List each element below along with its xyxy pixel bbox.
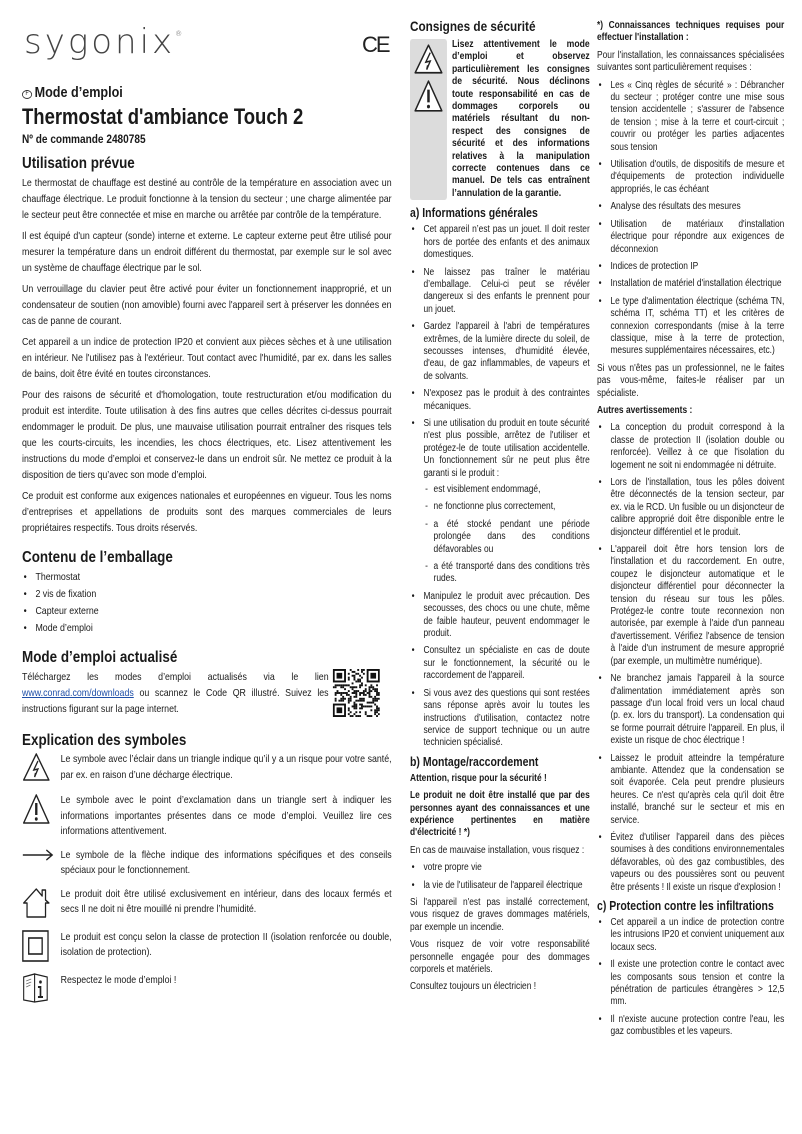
list-item: • Manipulez le produit avec précaution. Des secousses, des chocs ou une chute, même de faible hauteur, peuvent endommager le produit. [410, 591, 590, 641]
download-link[interactable]: www.conrad.com/downloads [22, 687, 134, 699]
qr-module [370, 702, 372, 704]
list-item: • Il existe une protection contre le contact avec les composants sous tension et contre la pénétration de particules étrangères > 12,5 mm. [597, 959, 784, 1009]
qr-module [361, 671, 363, 673]
qr-module [346, 694, 348, 696]
qr-module [348, 679, 350, 681]
qr-module [363, 694, 365, 696]
list-item: • Installation de matériel d'installation électrique [597, 278, 784, 290]
qr-module [357, 673, 359, 675]
qr-module [353, 702, 355, 704]
section-heading: Consignes de sécurité [410, 18, 536, 34]
paragraph: Pour l'installation, les connaissances spécialisées suivantes sont particulièrement requises : [597, 49, 785, 74]
qr-module [338, 692, 340, 694]
qr-module [344, 692, 346, 694]
qr-module [367, 705, 369, 707]
safety-warning-box [410, 39, 590, 200]
qr-module [353, 671, 355, 673]
qr-module [342, 700, 344, 702]
qr-module [357, 679, 359, 681]
paragraph [22, 669, 329, 717]
qr-module [340, 692, 342, 694]
qr-module [363, 705, 365, 707]
exclamation-warning-icon [22, 793, 61, 830]
qr-module [355, 686, 357, 688]
doc-type-heading [22, 84, 123, 102]
list-item: • 2 vis de fixation [22, 586, 392, 602]
qr-module [353, 696, 355, 698]
paragraph: Le produit ne doit être installé que par des personnes ayant des connaissances et une expérience pertinentes en matière d'électricité ! *) [410, 790, 590, 839]
qr-module [357, 715, 359, 717]
qr-module [335, 686, 337, 688]
qr-module [369, 694, 371, 696]
paragraph: Le thermostat de chauffage est destiné au contrôle de la température en association avec un chauffage électrique. Le produit fonctionne à la tension du secteur ; une charge alimentée par le secteur peut être connectée et mise en marche ou arrêtée par contrôle de la température. [22, 177, 392, 221]
qr-module [350, 700, 352, 702]
qr-module [352, 692, 354, 694]
list-item: • Laissez le produit atteindre la température ambiante. Attendez que la condensation se soit évaporée. Cela peut prendre plusieurs heures. Ce n'est qu'après cela qu'il doit être installé, branché sur le secteur et mis en service. [597, 753, 784, 827]
qr-module [376, 684, 378, 686]
qr-module [370, 705, 372, 707]
qr-module [353, 690, 355, 692]
qr-module [370, 690, 372, 692]
qr-module [340, 698, 342, 700]
exclamation-warning-icon [413, 79, 443, 113]
list-item: • Capteur externe [22, 603, 392, 619]
qr-module [370, 673, 376, 679]
qr-module [363, 698, 365, 700]
list-item: • La conception du produit correspond à la classe de protection II (isolation double ou renforcée). Veillez à ce que l'isolation du logement ne soit ni endommagée ni détruite. [597, 422, 784, 472]
qr-module [370, 686, 372, 688]
list-item: • Consultez un spécialiste en cas de doute sur le fonctionnement, la sécurité ou le raccordement de l'appareil. [410, 645, 590, 682]
list-item: • Mode d’emploi [22, 620, 392, 636]
qr-module [346, 692, 348, 694]
section-heading: Contenu de l’emballage [22, 549, 173, 566]
warning-icons [410, 39, 447, 200]
warning-title: Attention, risque pour la sécurité ! [410, 772, 547, 784]
list-item: • Évitez d'utiliser l'appareil dans des pièces soumises à des conditions environnementales défavorables, où des gaz combustibles, des vapeurs ou des poussières sont ou peuvent être présents ! Il existe un risque d'explosion ! [597, 832, 784, 894]
qr-module [363, 673, 365, 675]
list-item [410, 418, 590, 586]
qr-module [344, 698, 346, 700]
qr-module [365, 688, 367, 690]
list-item: • Cet appareil n’est pas un jouet. Il doit rester hors de portée des enfants et des animaux domestiques. [410, 224, 590, 261]
qr-module [353, 692, 355, 694]
qr-module [359, 698, 361, 700]
qr-module [353, 679, 355, 681]
paragraph: Pour des raisons de sécurité et d'homologation, toute restructuration et/ou modification du produit est interdite. Toute utilisation à des fins autres que celles décrites ci-dessus pourrait endommager le produit. De plus, une mauvaise utilisation pourrait entraîner des risques tels que les courts-circuits, les incendies, les chocs électriques, etc. Lisez attentivement les instructions du mode d’emploi et conservez-le dans un endroit sûr. Ne mettez ce produit à la disposition de tiers qu’avec son mode d’emploi. [22, 389, 392, 481]
list-item: • Cet appareil a un indice de protection contre les intrusions IP20 et convient uniquement aux locaux secs. [597, 917, 784, 954]
left-content [22, 154, 392, 1020]
section-symbols [22, 731, 392, 1008]
list-item: • Il n'existe aucune protection contre l'eau, les gaz combustibles et les vapeurs. [597, 1014, 784, 1039]
qr-module [359, 684, 361, 686]
qr-module [376, 707, 378, 709]
qr-module [350, 686, 352, 688]
qr-module [342, 696, 344, 698]
list-item: • Thermostat [22, 569, 392, 585]
qr-module [378, 713, 380, 715]
paragraph: Il est équipé d'un capteur (sonde) interne et externe. Le capteur externe peut être utilisé pour mesurer la température dans un endroit différent du thermostat, par exemple sur le sol avec un système de chauffage électrique par le sol. [22, 230, 392, 274]
qr-module [365, 690, 367, 692]
qr-module [359, 681, 361, 683]
qr-module [353, 686, 355, 688]
qr-module [361, 692, 363, 694]
qr-module [361, 677, 363, 679]
qr-module [338, 684, 340, 686]
protection-class-2-icon [22, 930, 61, 967]
qr-module [370, 715, 372, 717]
qr-module [367, 702, 369, 704]
ce-mark: CE [362, 32, 389, 57]
qr-module [363, 700, 365, 702]
arrow-icon [22, 848, 61, 867]
qr-module [376, 698, 378, 700]
list-item: • Le type d'alimentation électrique (schéma TN, schéma IT, schéma TT) et les critères de connexion correspondants (mise à la terre classique, mise à la terre de protection, mesures supplémentaires nécessaires, etc.) [597, 296, 784, 358]
qr-module [353, 705, 355, 707]
paragraph: Vous risquez de voir votre responsabilité personnelle engagée pour des dommages corporels et matériels. [410, 939, 590, 975]
qr-module [352, 688, 354, 690]
qr-module [374, 711, 376, 713]
text: Téléchargez les modes d’emploi actualisés via le lien [22, 671, 329, 683]
right-column [597, 18, 784, 1044]
qr-module [367, 715, 369, 717]
qr-module [359, 715, 361, 717]
qr-module [357, 669, 359, 671]
symbol-description: Le produit doit être utilisé exclusivement en intérieur, dans des locaux fermés et secs Il ne doit ni être mouillé ni prendre l’humidité. [60, 887, 392, 915]
qr-module [365, 694, 367, 696]
list-item: • Ne branchez jamais l'appareil à la source d'alimentation immédiatement après son passage d'un local froid vers un local chaud (p. ex. lors du transport). La condensation qui se forme pourrait détruire l'appareil. En plus, il existe un risque de choc électrique ! [597, 673, 784, 747]
section-heading: *) Connaissances techniques requises pour effectuer l'installation : [597, 20, 785, 44]
sygonix-logo [24, 22, 185, 62]
qr-module [352, 705, 354, 707]
symbol-description: Le produit est conçu selon la classe de protection II (isolation renforcée ou double, isolation de protection). [60, 930, 392, 958]
sub-list-item: - est visiblement endommagé, [423, 484, 589, 496]
qr-module [352, 671, 354, 673]
qr-module [348, 702, 350, 704]
qr-module [355, 711, 357, 713]
section-heading: b) Montage/raccordement [410, 754, 539, 769]
sub-list-item: - a été stocké pendant une période prolongée dans des conditions défavorables ou [423, 519, 589, 556]
qr-module [363, 692, 365, 694]
symbol-description: Respectez le mode d’emploi ! [60, 973, 177, 986]
qr-module [376, 692, 378, 694]
qr-module [352, 675, 354, 677]
house-icon [22, 887, 61, 924]
qr-module [378, 692, 380, 694]
list-item: • votre propre vie [410, 862, 590, 874]
qr-module [344, 688, 346, 690]
qr-module [335, 684, 337, 686]
qr-module [348, 707, 350, 709]
symbol-row [22, 973, 392, 1008]
qr-module [361, 705, 363, 707]
qr-module [348, 690, 350, 692]
qr-module [376, 705, 378, 707]
qr-module [376, 700, 378, 702]
qr-module [361, 704, 363, 706]
list-item: • la vie de l'utilisateur de l'appareil électrique [410, 880, 590, 892]
qr-module [361, 669, 363, 671]
qr-module [369, 692, 371, 694]
qr-module [369, 696, 371, 698]
qr-module [374, 709, 376, 711]
paragraph: Cet appareil a un indice de protection IP20 et convient aux pièces sèches et à une utilisation en intérieur. Ne l'utilisez pas à l'extérieur. Tout contact avec l'humidité, par ex. dans les salles de bains, doit être évité en toutes circonstances. [22, 336, 392, 380]
qr-module [374, 704, 376, 706]
qr-module [335, 698, 337, 700]
order-number: Nº de commande 2480785 [22, 132, 146, 146]
qr-module [350, 696, 352, 698]
qr-module [337, 684, 339, 686]
qr-module [337, 707, 343, 713]
page-title: Thermostat d'ambiance Touch 2 [22, 104, 304, 129]
qr-module [359, 704, 361, 706]
qr-module [342, 684, 344, 686]
list-item: • Analyse des résultats des mesures [597, 201, 784, 213]
qr-module [374, 713, 376, 715]
qr-module [355, 694, 357, 696]
symbol-row [22, 848, 392, 879]
qr-module [348, 673, 350, 675]
qr-module [374, 690, 376, 692]
qr-module [355, 704, 357, 706]
sub-list-item: - a été transporté dans des conditions très rudes. [423, 561, 589, 586]
qr-module [359, 694, 361, 696]
qr-module [359, 675, 361, 677]
qr-module [374, 688, 376, 690]
safety-intro: Lisez attentivement le mode d’emploi et observez particulièrement les consignes de sécurité. Nous déclinons toute responsabilité en cas de dommages corporels ou matériels résultant du non-respect des consignes de sécurité et des informations relatives à la manipulation correcte contenues dans ce manuel. De tels cas entraînent l’annulation de la garantie. [452, 39, 590, 199]
list-item: • Lors de l'installation, tous les pôles doivent être déconnectés de la tension secteur, par ex. via le RCD. Un fusible ou un disjoncteur de calibre approprié doit être disponible entre le disjoncteur différentiel et le produit. [597, 477, 784, 539]
qr-module [376, 688, 378, 690]
qr-module [352, 715, 354, 717]
section-heading: Mode d’emploi actualisé [22, 649, 178, 666]
list-item: • L'appareil doit être hors tension lors de l'installation et du raccordement. En outre, coupez le disjoncteur automatique et le disjoncteur différentiel pour déconnecter la tension du réseau sur tous les pôles. Protégez-le contre toute reconnexion non autorisée, par exemple à l'aide d'un panneau d'avertissement. Vérifiez l'absence de tension à l'aide d'un instrument de mesure approprié (par exemple, un multimètre numérique). [597, 544, 784, 668]
section-heading: a) Informations générales [410, 206, 538, 221]
qr-module [338, 700, 340, 702]
registered-mark: ® [175, 30, 186, 38]
qr-module [363, 690, 365, 692]
list-item: • Gardez l'appareil à l'abri de températures extrêmes, de la lumière directe du soleil, de secousses intenses, d'humidité élevée, d'eau, de gaz inflammables, de vapeurs et de solvants. [410, 321, 590, 383]
qr-module [359, 707, 361, 709]
qr-module [337, 673, 343, 679]
brand-name: sygonix [24, 22, 176, 62]
qr-module [372, 688, 374, 690]
qr-module [376, 694, 378, 696]
qr-module [374, 698, 376, 700]
qr-module [357, 681, 359, 683]
section-heading: c) Protection contre les infiltrations [597, 899, 774, 913]
qr-module [374, 700, 376, 702]
qr-module [348, 694, 350, 696]
qr-module [361, 698, 363, 700]
qr-module [359, 692, 361, 694]
updated-manual-body [22, 669, 392, 719]
list-item: • Indices de protection IP [597, 261, 784, 273]
middle-column [410, 18, 590, 999]
section-heading: Autres avertissements : [597, 404, 693, 416]
list-item: • Utilisation d'outils, de dispositifs de mesure et d'équipements de protection individuelle appropriés, le cas échéant [597, 159, 784, 196]
qr-module [378, 707, 380, 709]
symbol-row [22, 793, 392, 840]
qr-module [367, 692, 369, 694]
symbol-row [22, 752, 392, 787]
qr-module [359, 711, 361, 713]
qr-module [370, 684, 372, 686]
qr-module [335, 692, 337, 694]
qr-module [359, 679, 361, 681]
qr-module [376, 711, 378, 713]
qr-module [337, 692, 339, 694]
qr-module [370, 709, 372, 711]
qr-module [372, 698, 374, 700]
qr-module [352, 682, 354, 684]
qr-module [342, 692, 344, 694]
qr-module [342, 686, 344, 688]
qr-module [361, 684, 363, 686]
qr-module [378, 709, 380, 711]
qr-module [361, 707, 363, 709]
qr-module [363, 669, 365, 671]
qr-module [337, 690, 339, 692]
qr-module [353, 677, 355, 679]
qr-module [353, 704, 355, 706]
qr-module [378, 694, 380, 696]
qr-module [355, 707, 357, 709]
list-item: • Les « Cinq règles de sécurité » : Débrancher du secteur ; protéger contre une mise sous tension accidentelle ; s'assurer de l'absence de tension ; mise à la terre et court-circuit ; couvrir ou protéger les parties adjacentes sous tension [597, 80, 784, 154]
qr-module [333, 686, 335, 688]
qr-module [348, 684, 350, 686]
qr-module [376, 709, 378, 711]
qr-module [369, 705, 371, 707]
qr-module [359, 700, 361, 702]
qr-module [355, 692, 357, 694]
qr-module [370, 696, 372, 698]
qr-module [355, 700, 357, 702]
qr-module [335, 694, 337, 696]
list-item: • N'exposez pas le produit à des contraintes mécaniques. [410, 388, 590, 413]
manual-info-icon [22, 973, 61, 1008]
qr-module [355, 690, 357, 692]
qr-module [369, 702, 371, 704]
list-item: • Si vous avez des questions qui sont restées sans réponse après avoir lu toutes les instructions d’utilisation, contactez notre service de support technique ou un autre technicien spécialisé. [410, 688, 590, 750]
lightning-warning-icon [22, 752, 61, 787]
symbol-row [22, 887, 392, 924]
qr-module [335, 700, 337, 702]
qr-module [346, 684, 348, 686]
qr-module [365, 684, 367, 686]
qr-module [374, 696, 376, 698]
qr-module [340, 700, 342, 702]
qr-module [376, 715, 378, 717]
qr-module [357, 700, 359, 702]
list-item: • Ne laissez pas traîner le matériau d’emballage. Celui-ci peut se révéler dangereux si des enfants le prennent pour un jouet. [410, 267, 590, 317]
language-flag-icon: F [22, 90, 32, 99]
qr-module [350, 715, 352, 717]
qr-module [369, 686, 371, 688]
section-heading: Utilisation prévue [22, 155, 135, 172]
qr-module [372, 700, 374, 702]
qr-module [350, 698, 352, 700]
qr-module [353, 675, 355, 677]
qr-module [365, 713, 367, 715]
symbol-row [22, 930, 392, 967]
qr-module [348, 709, 350, 711]
qr-module [361, 682, 363, 684]
qr-module [355, 715, 357, 717]
qr-module [361, 700, 363, 702]
sub-list-item: - ne fonctionne plus correctement, [423, 501, 589, 513]
qr-module [355, 705, 357, 707]
qr-module [348, 698, 350, 700]
qr-module [348, 700, 350, 702]
qr-module [355, 673, 357, 675]
list-item: • Utilisation de matériaux d'installation électrique pour répondre aux exigences de déconnexion [597, 219, 784, 256]
paragraph: Un verrouillage du clavier peut être activé pour éviter un fonctionnement inapproprié, et un condensateur de soutien (non amovible) fourni avec l'appareil sert à préserver les données en cas de panne de courant. [22, 283, 392, 327]
doc-type: Mode d’emploi [34, 84, 123, 101]
qr-module [359, 686, 361, 688]
qr-module [340, 686, 342, 688]
paragraph: Consultez toujours un électricien ! [410, 981, 537, 993]
section-updated-manual [22, 648, 392, 719]
qr-module [372, 686, 374, 688]
qr-module [372, 702, 374, 704]
qr-module [378, 698, 380, 700]
symbol-description: Le symbole avec le point d’exclamation dans un triangle sert à indiquer les informations importantes présentes dans ce mode d’emploi. Veuillez lire ces informations attentivement. [60, 794, 392, 837]
qr-module [342, 698, 344, 700]
qr-module [340, 694, 342, 696]
qr-module [355, 681, 357, 683]
qr-module [369, 688, 371, 690]
qr-module [340, 684, 342, 686]
lightning-warning-icon [413, 43, 443, 75]
qr-module [369, 690, 371, 692]
symbol-description: Le symbole de la flèche indique des informations spécifiques et des conseils spéciaux pour le fonctionnement. [60, 848, 392, 876]
qr-module [365, 705, 367, 707]
qr-module [376, 690, 378, 692]
qr-module [355, 696, 357, 698]
qr-module [348, 677, 350, 679]
section-contents [22, 548, 392, 636]
qr-module [365, 711, 367, 713]
qr-module [352, 686, 354, 688]
qr-module [350, 711, 352, 713]
paragraph: Si l'appareil n'est pas installé correctement, vous risquez de graves dommages matériels, par exemple un incendie. [410, 896, 590, 933]
qr-module [350, 669, 352, 671]
qr-module [353, 713, 355, 715]
text: ou scannez le Code QR illustré. Suivez les instructions figurant sur la page internet. [22, 687, 329, 715]
paragraph: En cas de mauvaise installation, vous risquez : [410, 844, 585, 856]
qr-module [344, 684, 346, 686]
symbol-description: Le symbole avec l’éclair dans un triangle indique qu’il y a un risque pour votre santé, par ex. en raison d’une décharge électrique. [60, 753, 392, 781]
paragraph: Ce produit est conforme aux exigences nationales et européennes en vigueur. Tous les noms d’entreprises et appellations de produits sont des marques commerciales de leurs propriétaires respectifs. Tous droits réservés. [22, 490, 392, 534]
qr-module [369, 715, 371, 717]
text: Si une utilisation du produit en toute sécurité n'est plus possible, arrêtez de l'utiliser et protégez-le de toute utilisation accidentelle. Un fonctionnement sûr ne peut plus être garanti si le produit : [423, 417, 590, 479]
qr-code[interactable] [333, 669, 380, 717]
section-intended-use [22, 154, 392, 536]
section-heading: Explication des symboles [22, 732, 187, 749]
qr-module [353, 707, 355, 709]
paragraph: Si vous n'êtes pas un professionnel, ne le faites pas vous-même, faites-le réaliser par un spécialiste. [597, 362, 785, 399]
qr-module [348, 713, 350, 715]
qr-module [357, 690, 359, 692]
